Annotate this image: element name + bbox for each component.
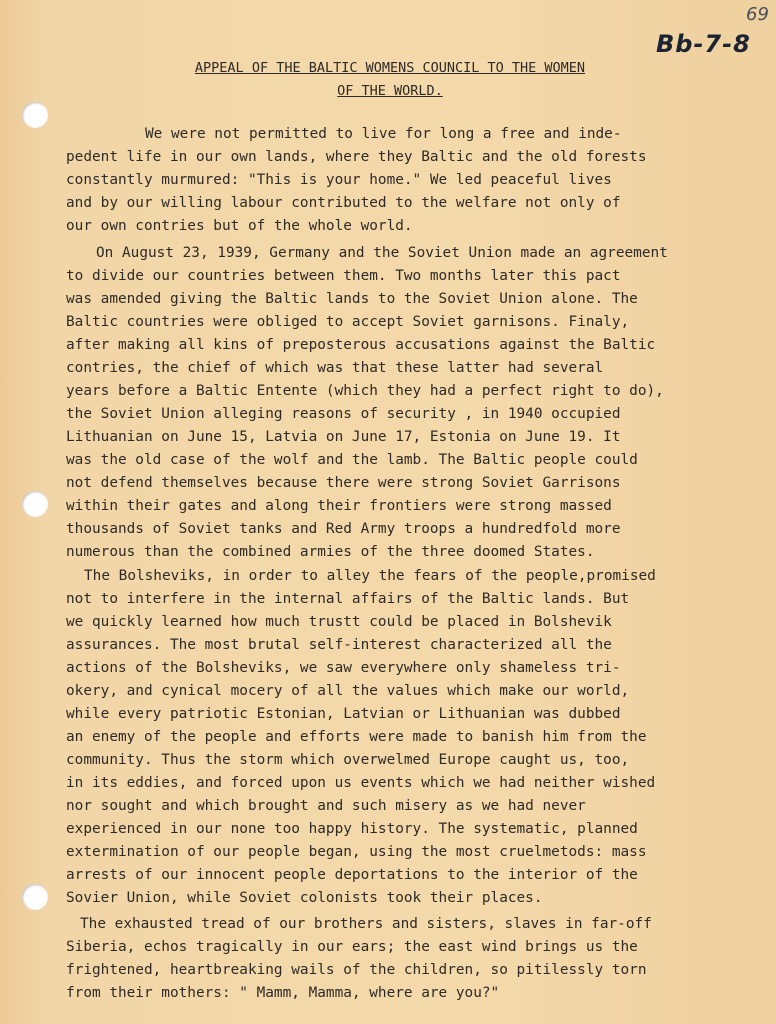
text-line: after making all kins of preposterous accusations against the Baltic (66, 337, 656, 353)
text-line: thousands of Soviet tanks and Red Army troops a hundredfold more (66, 521, 621, 537)
punch-hole (22, 884, 48, 910)
text-line: an enemy of the people and efforts were made to banish him from the (66, 729, 647, 745)
text-line: On August 23, 1939, Germany and the Soviet Union made an agreement (96, 245, 668, 261)
text-line: not defend themselves because there were strong Soviet Garrisons (66, 475, 621, 491)
text-line: Baltic countries were obliged to accept Soviet garnisons. Finaly, (66, 314, 630, 330)
document-title-continued: OF THE WORLD. (337, 83, 443, 99)
text-line: from their mothers: " Mamm, Mamma, where are you?" (66, 985, 500, 1001)
handwritten-page-number: 69 (746, 4, 769, 25)
text-line: we quickly learned how much trustt could be placed in Bolshevik (66, 614, 612, 630)
text-line: arrests of our innocent people deportations to the interior of the (66, 867, 638, 883)
document-title: APPEAL OF THE BALTIC WOMENS COUNCIL TO THE WOMEN (194, 60, 586, 76)
text-line: and by our willing labour contributed to the welfare not only of (66, 195, 621, 211)
text-line: pedent life in our own lands, where they Baltic and the old forests (66, 149, 647, 165)
handwritten-reference-code: Bb-7-8 (656, 30, 751, 58)
text-line: was amended giving the Baltic lands to the Soviet Union alone. The (66, 291, 638, 307)
punch-hole (22, 102, 48, 128)
text-line: frightened, heartbreaking wails of the children, so pitilessly torn (66, 962, 647, 978)
text-line: within their gates and along their frontiers were strong massed (66, 498, 612, 514)
text-line: our own contries but of the whole world. (66, 218, 413, 234)
text-line: not to interfere in the internal affairs of the Baltic lands. But (66, 591, 630, 607)
text-line: The exhausted tread of our brothers and sisters, slaves in far-off (80, 916, 652, 932)
text-line: in its eddies, and forced upon us events which we had neither wished (66, 775, 656, 791)
text-line: was the old case of the wolf and the lamb. The Baltic people could (66, 452, 638, 468)
text-line: to divide our countries between them. Two months later this pact (66, 268, 621, 284)
text-line: contries, the chief of which was that these latter had several (66, 360, 604, 376)
punch-hole (22, 491, 48, 517)
text-line: actions of the Bolsheviks, we saw everywhere only shameless tri- (66, 660, 621, 676)
text-line: Sovier Union, while Soviet colonists took their places. (66, 890, 543, 906)
text-line: assurances. The most brutal self-interest characterized all the (66, 637, 612, 653)
text-line: nor sought and which brought and such misery as we had never (66, 798, 586, 814)
text-line: extermination of our people began, using the most cruelmetods: mass (66, 844, 647, 860)
text-line: We were not permitted to live for long a free and inde- (145, 126, 622, 142)
text-line: The Bolsheviks, in order to alley the fears of the people,promised (84, 568, 656, 584)
text-line: Lithuanian on June 15, Latvia on June 17, Estonia on June 19. It (66, 429, 621, 445)
text-line: community. Thus the storm which overwelmed Europe caught us, too, (66, 752, 630, 768)
text-line: the Soviet Union alleging reasons of security , in 1940 occupied (66, 406, 621, 422)
text-line: numerous than the combined armies of the three doomed States. (66, 544, 595, 560)
text-line: experienced in our none too happy history. The systematic, planned (66, 821, 638, 837)
text-line: years before a Baltic Entente (which they had a perfect right to do), (66, 383, 664, 399)
text-line: Siberia, echos tragically in our ears; the east wind brings us the (66, 939, 638, 955)
text-line: while every patriotic Estonian, Latvian or Lithuanian was dubbed (66, 706, 621, 722)
text-line: constantly murmured: "This is your home." We led peaceful lives (66, 172, 612, 188)
text-line: okery, and cynical mocery of all the values which make our world, (66, 683, 630, 699)
